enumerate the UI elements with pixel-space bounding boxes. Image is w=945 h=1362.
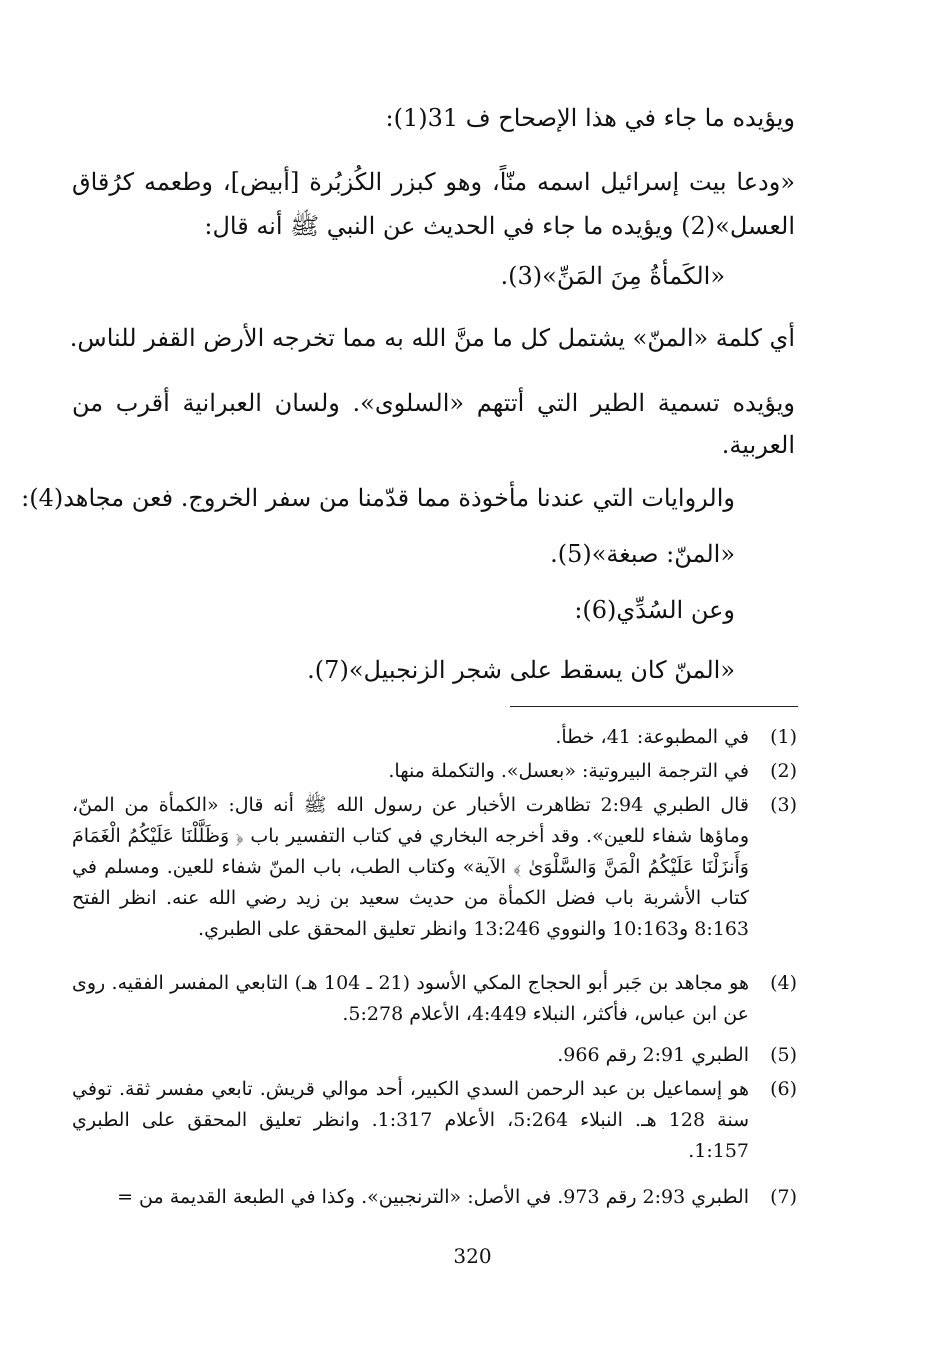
paragraph-1: ويؤيده ما جاء في هذا الإصحاح ف 31(1): bbox=[385, 104, 795, 132]
footnote-2 bbox=[72, 756, 797, 787]
footnote-5 bbox=[72, 1040, 797, 1071]
footnote-number: (4) bbox=[770, 972, 797, 994]
footnote-1 bbox=[72, 722, 797, 753]
paragraph-5: ويؤيده تسمية الطير التي أتتهم «السلوى». ولسان العبرانية أقرب من العربية. bbox=[72, 389, 795, 459]
footnote-text: هو إسماعيل بن عبد الرحمن السدي الكبير، أحد موالي قريش. تابعي مفسر ثقة. توفي سنة 128 هـ. النبلاء 5:264، الأعلام 1:317. وانظر تعليق المحقق على الطبري 1:157. bbox=[72, 1078, 749, 1162]
footnote-number: (5) bbox=[770, 1044, 797, 1066]
footnote-separator bbox=[510, 706, 798, 707]
paragraph-3-hadith: «الكَمأةُ مِنَ المَنِّ»(3). bbox=[500, 262, 725, 290]
footnote-number: (3) bbox=[770, 794, 797, 816]
paragraph-2: «ودعا بيت إسرائيل اسمه منّاً، وهو كبزر الكُزبُرة [أبيض]، وطعمه كرُقاق العسل»(2) ويؤيده ما جاء في الحديث عن النبي ﷺ أنه قال: bbox=[72, 168, 795, 240]
footnote-7 bbox=[72, 1182, 797, 1213]
footnote-text: قال الطبري 2:94 تظاهرت الأخبار عن رسول الله ﷺ أنه قال: «الكمأة من المنّ، وماؤها شفاء للعين». وقد أخرجه البخاري في كتاب التفسير باب ﴿ وَظَلَّلْنَا عَلَيْكُمُ الْغَمَامَ وَأَنزَلْنَا عَلَيْكُمُ الْمَنَّ وَالسَّلْوَىٰ ﴾ الآية» وكتاب الطب، باب المنّ شفاء للعين. ومسلم في كتاب الأشربة باب فضل الكمأة من حديث سعيد بن زيد رضي الله عنه. انظر الفتح 8:163 و10:163 والنووي 13:246 وانظر تعليق المحقق على الطبري. bbox=[72, 794, 749, 940]
paragraph-6: والروايات التي عندنا مأخوذة مما قدّمنا من سفر الخروج. فعن مجاهد(4): bbox=[21, 484, 735, 512]
footnote-text: الطبري 2:91 رقم 966. bbox=[557, 1044, 749, 1066]
paragraph-4: أي كلمة «المنّ» يشتمل كل ما منَّ الله به مما تخرجه الأرض القفر للناس. bbox=[69, 324, 795, 352]
footnote-number: (1) bbox=[770, 726, 797, 748]
footnote-number: (6) bbox=[770, 1078, 797, 1100]
paragraph-9-quote: «المنّ كان يسقط على شجر الزنجبيل»(7). bbox=[307, 656, 735, 684]
footnote-3 bbox=[72, 790, 797, 970]
footnote-text: في الترجمة البيروتية: «بعسل». والتكملة منها. bbox=[388, 760, 749, 782]
footnote-6 bbox=[72, 1074, 797, 1174]
footnote-number: (7) bbox=[770, 1186, 797, 1208]
page-number: 320 bbox=[453, 1244, 492, 1268]
footnote-text: في المطبوعة: 41، خطأ. bbox=[555, 726, 749, 748]
footnote-text: الطبري 2:93 رقم 973. في الأصل: «الترنجبين». وكذا في الطبعة القديمة من = bbox=[117, 1186, 749, 1208]
footnote-number: (2) bbox=[770, 760, 797, 782]
paragraph-7-quote: «المنّ: صبغة»(5). bbox=[550, 540, 735, 568]
paragraph-8: وعن السُدِّي(6): bbox=[574, 596, 735, 624]
footnote-text: هو مجاهد بن جَبر أبو الحجاج المكي الأسود (21 ـ 104 هـ) التابعي المفسر الفقيه. روى عن ابن عباس، فأكثر، النبلاء 4:449، الأعلام 5:278. bbox=[72, 972, 749, 1025]
footnote-4 bbox=[72, 968, 797, 1030]
